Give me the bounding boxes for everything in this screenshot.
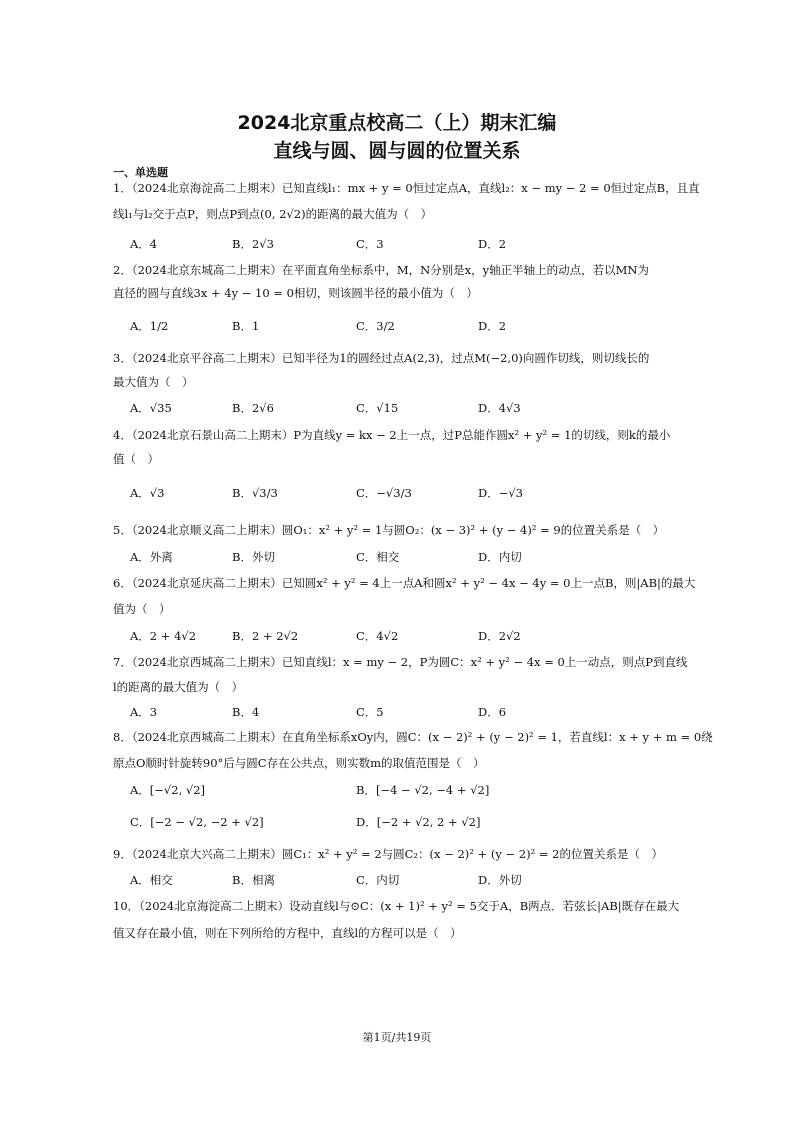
question-3-option-b: B．2√6 <box>232 401 274 415</box>
question-2-option-c: C．3/2 <box>356 319 395 333</box>
question-1-option-b: B．2√3 <box>232 237 274 251</box>
question-4-line-2: 值（ ） <box>113 452 159 466</box>
question-1-option-d: D．2 <box>478 237 507 251</box>
question-6-option-a: A．2 + 4√2 <box>130 629 197 643</box>
question-7-option-a: A．3 <box>130 705 158 719</box>
question-9-line-1: 9．（2024北京大兴高二上期末）圆C₁：x² + y² = 2与圆C₂：(x − 2)² + (y − 2)² = 2的位置关系是（ ） <box>113 847 663 861</box>
page-footer: 第1页/共19页 <box>362 1031 432 1044</box>
question-5-line-1: 5．（2024北京顺义高二上期末）圆O₁：x² + y² = 1与圆O₂：(x − 3)² + (y − 4)² = 9的位置关系是（ ） <box>113 523 665 537</box>
question-7-option-b: B．4 <box>232 705 260 719</box>
question-3-option-d: D．4√3 <box>478 401 521 415</box>
question-10-line-1: 10．（2024北京海淀高二上期末）设动直线l与⊙C：(x + 1)² + y² = 5交于A，B两点．若弦长|AB|既存在最大 <box>113 899 680 913</box>
question-8-option-d: D．[−2 + √2, 2 + √2] <box>356 815 481 829</box>
question-7-line-1: 7．（2024北京西城高二上期末）已知直线l：x = my − 2，P为圆C：x² + y² − 4x = 0上一动点，则点P到直线 <box>113 655 688 669</box>
question-3-option-c: C．√15 <box>356 401 399 415</box>
question-3-line-1: 3．（2024北京平谷高二上期末）已知半径为1的圆经过点A(2,3)，过点M(−2,0)向圆作切线，则切线长的 <box>113 351 650 365</box>
question-2-line-2: 直径的圆与直线3x + 4y − 10 = 0相切，则该圆半径的最小值为（ ） <box>113 286 478 300</box>
question-1-option-c: C．3 <box>356 237 384 251</box>
question-7-option-c: C．5 <box>356 705 384 719</box>
question-1-option-a: A．4 <box>130 237 158 251</box>
question-5-option-b: B．外切 <box>232 550 275 564</box>
question-8-option-c: C．[−2 − √2, −2 + √2] <box>130 815 264 829</box>
question-4-option-c: C．−√3/3 <box>356 486 412 500</box>
question-4-option-d: D．−√3 <box>478 486 524 500</box>
question-4-option-a: A．√3 <box>130 486 165 500</box>
question-10-line-2: 值又存在最小值，则在下列所给的方程中，直线l的方程可以是（ ） <box>113 926 462 940</box>
question-7-option-d: D．6 <box>478 705 507 719</box>
question-6-line-2: 值为（ ） <box>113 602 171 616</box>
question-5-option-c: C．相交 <box>356 550 400 564</box>
question-2-line-1: 2．（2024北京东城高二上期末）在平面直角坐标系中，M，N分别是x，y轴正半轴上的动点，若以MN为 <box>113 263 649 277</box>
question-5-option-a: A．外离 <box>130 550 173 564</box>
question-3-line-2: 最大值为（ ） <box>113 375 194 389</box>
question-6-option-b: B．2 + 2√2 <box>232 629 299 643</box>
document-title: 2024北京重点校高二（上）期末汇编 <box>237 112 557 134</box>
question-6-option-c: C．4√2 <box>356 629 399 643</box>
question-6-option-d: D．2√2 <box>478 629 521 643</box>
question-8-option-b: B．[−4 − √2, −4 + √2] <box>356 783 490 797</box>
question-9-option-c: C．内切 <box>356 873 400 887</box>
question-3-option-a: A．√35 <box>130 401 172 415</box>
question-9-option-a: A．相交 <box>130 873 173 887</box>
question-2-option-b: B．1 <box>232 319 260 333</box>
question-6-line-1: 6．（2024北京延庆高二上期末）已知圆x² + y² = 4上一点A和圆x² + y² − 4x − 4y = 0上一点B，则|AB|的最大 <box>113 576 696 590</box>
section-heading: 一、单选题 <box>113 166 168 179</box>
question-8-line-1: 8．（2024北京西城高二上期末）在直角坐标系xOy内，圆C：(x − 2)² + (y − 2)² = 1，若直线l：x + y + m = 0绕 <box>113 730 713 744</box>
question-7-line-2: l的距离的最大值为（ ） <box>113 680 244 694</box>
question-8-option-a: A．[−√2, √2] <box>130 783 206 797</box>
question-4-option-b: B．√3/3 <box>232 486 278 500</box>
question-9-option-d: D．外切 <box>478 873 522 887</box>
question-1-line-2: 线l₁与l₂交于点P，则点P到点(0, 2√2)的距离的最大值为（ ） <box>113 207 433 221</box>
question-4-line-1: 4．（2024北京石景山高二上期末）P为直线y = kx − 2上一点，过P总能作圆x² + y² = 1的切线，则k的最小 <box>113 428 671 442</box>
question-5-option-d: D．内切 <box>478 550 522 564</box>
question-8-line-2: 原点O顺时针旋转90°后与圆C存在公共点，则实数m的取值范围是（ ） <box>113 756 485 770</box>
question-2-option-a: A．1/2 <box>130 319 169 333</box>
question-1-line-1: 1．（2024北京海淀高二上期末）已知直线l₁：mx + y = 0恒过定点A，直线l₂：x − my − 2 = 0恒过定点B，且直 <box>113 181 700 195</box>
question-9-option-b: B．相离 <box>232 873 275 887</box>
document-subtitle: 直线与圆、圆与圆的位置关系 <box>273 140 521 162</box>
question-2-option-d: D．2 <box>478 319 507 333</box>
